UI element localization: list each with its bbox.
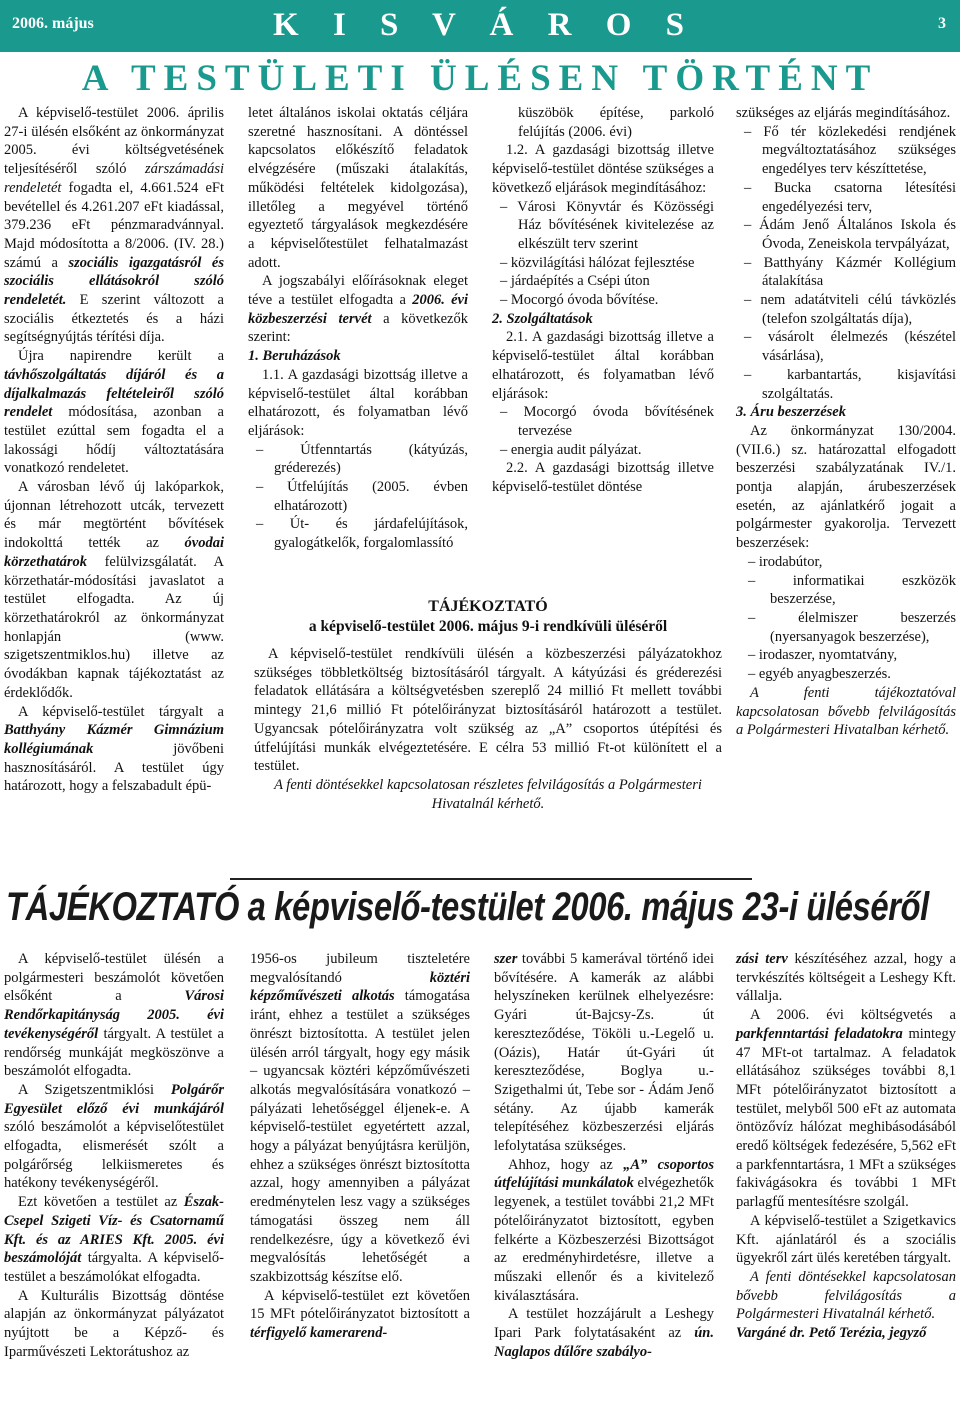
upper-column-1 (4, 104, 224, 796)
list-item: – nem adatátviteli célú távközlés (telefon szolgáltatás díja), (744, 292, 956, 327)
paragraph: A jogszabályi előírásoknak eleget téve a testület elfogadta a 2006. évi közbeszerzési tervét a következők szerint: (248, 273, 468, 346)
list-item: – Ádám Jenő Általános Iskola és Óvoda, Zeneiskola tervpályázat, (744, 217, 956, 252)
paragraph: A Szigetszentmiklósi Polgárőr Egyesület előző évi munkájáról szóló beszámolót a képviselőtestület elfogadta, elismerését szólt a polgárőrség lelkiismeretes és hatékony tevékenységéről. (4, 1081, 224, 1192)
section-heading: 3. Áru beszerzések (736, 404, 846, 421)
list-item: – élelmiszer beszerzés (nyersanyagok beszerzése), (748, 609, 956, 645)
list-item: – vásárolt élelmezés (készétel vásárlása), (744, 329, 956, 365)
paragraph: Az önkormányzat 130/2004. (VII.6.) sz. határozattal elfogadott beszerzési szabályzatának IV./1. pontja alapján, árubeszerzések esetén, az ajánlatkérő jogait a polgármester gyakorolja. Tervezett beszerzések: (736, 422, 956, 552)
upper-column-2 (248, 104, 468, 553)
paragraph: A képviselő-testület tárgyalt a Batthyány Kázmér Gimnázium kollégiumának jövőbeni hasznosításáról. A testület úgy határozott, hogy a felszabadult épü- (4, 703, 224, 795)
page-number: 3 (938, 15, 946, 32)
lower-column-4 (736, 950, 956, 1343)
paragraph: szer további 5 kamerával történő idei bővítésére. A kamerák az alábbi helyszíneken kerülnek elhelyezésre: Gyári út-Bajcsy-Zs. út kereszteződése, Tököli u.-Legelő u. (Oázis), Határ út-Gyári út kereszteződése, Boglya u.-Szigethalmi út, Tebe sor - Ádám Jenő sétány. Az újabb kamerák telepítéséhez közbeszerzési eljárás lefolytatása szükséges. (494, 951, 714, 1155)
list-item: – karbantartás, kisjavítási szolgáltatás. (744, 366, 956, 402)
note: A fenti döntésekkel kapcsolatosan bővebb felvilágosítás a Polgármesteri Hivatalnál kérhető. (736, 1268, 956, 1323)
newspaper-title: K I S V Á R O S (273, 7, 697, 43)
paragraph: 1.2. A gazdasági bizottság illetve képviselő-testület döntése szükséges a következő eljárások megindításához: (492, 142, 714, 196)
list-item: – járdaépítés a Csépi úton (500, 273, 650, 290)
list-item: – Útfenntartás (kátyúzás, gréderezés) (256, 441, 468, 477)
list-item: – Útfelújítás (2005. évben elhatározott) (256, 479, 468, 514)
lower-column-1 (4, 950, 224, 1361)
list-item: – Mocorgó óvoda bővítése. (500, 292, 659, 309)
paragraph: szükséges az eljárás megindításához. (736, 105, 951, 121)
paragraph: A 2006. évi költségvetés a parkfenntartási feladatokra mintegy 47 MFt-ot tartalmaz. A feladatok ellátásához szükséges további 8,1 MFt pótelőirányzatot biztosított a testület, melyből 500 eFt az automata öntözővíz hálózat meghibásodásából eredő költségek fedezésére, 5,562 eFt a parkfenntartásra, 1 MFt a szükséges fakivágásokra és további 1 MFt parlagfű mentesítésre szolgál. (736, 1007, 956, 1211)
upper-column-3 (492, 104, 714, 497)
list-item: – Mocorgó óvoda bővítésének tervezése (500, 404, 714, 439)
paragraph: letet általános iskolai oktatás céljára szeretné hasznosítani. A döntéssel kapcsolatos előkészítő feladatok elvégzésére (műszaki átalakítás, működési feltételek kidolgozása), illetőleg a megyével történő egyeztető tárgyalások megkezdésére a képviselőtestület felhatalmazást adott. (248, 105, 468, 271)
info-box-title: TÁJÉKOZTATÓ (428, 598, 548, 615)
divider (230, 878, 752, 880)
list-item: – egyéb anyagbeszerzés. (748, 666, 891, 683)
list-item: – Fő tér közlekedési rendjének megváltoztatásához szükséges engedélyes terv készíttetése, (744, 123, 956, 178)
paragraph: Újra napirendre került a távhőszolgáltatás díjáról és a díjalkalmazás feltételeiről szóló rendelet módosítása, azonban a testület ezúttal sem fogadta el a lakossági hődíj változtatására vonatkozó rendeletet. (4, 348, 224, 477)
list-item: – Városi Könyvtár és Közösségi Ház bővítésének kivitelezése az elkészült terv szerint (500, 198, 714, 252)
lower-column-2 (250, 950, 470, 1343)
paragraph: 1956-os jubileum tiszteletére megvalósítandó köztéri képzőművészeti alkotás támogatása iránt, ehhez a testület a szükséges önrészt biztosította. A testület jelen ülésén arról tárgyalt, hogy egy másik – ugyancsak köztéri képzőművészeti alkotás megvalósítására vonatkozó – pályázati lehetőséggel éljenek-e. A képviselő-testület egyetértett azzal, hogy a pályázat benyújtásra kerüljön, ehhez a szükséges önrészt biztosította azzal, hogy amennyiben a pályázat eredménytelen lesz vagy a szükséges támogatási összeg nem áll rendelkezésre, úgy a következő évi megvalósítás lehetőségét a szakbizottság készítse elő. (250, 951, 470, 1285)
paragraph: 2.2. A gazdasági bizottság illetve képviselő-testület döntése (492, 460, 714, 496)
lower-column-3 (494, 950, 714, 1361)
section-banner: A TESTÜLETI ÜLÉSEN TÖRTÉNT (81, 58, 879, 99)
info-box-text: A képviselő-testület rendkívüli ülésén a közbeszerzési pályázatokhoz szükséges többletköltség biztosításáról tárgyalt. A kátyúzási és gréderezési feladatok ellátására a költségvetésben szereplő 24 millió Ft mellett további mintegy 21,6 millió Ft pótelőirányzat biztosításáról határozott a testület. Ugyancsak pótelőirányzatra volt szükség az „A” csoportos útépítési és útfelújítási munkák elvégeztetésére. E célra 53 millió Ft-ot különített el a testület. (254, 646, 722, 775)
list-item: – Batthyány Kázmér Kollégium átalakítása (744, 254, 956, 290)
header-bar (0, 0, 960, 52)
list-item: – Út- és járdafelújítások, gyalogátkelők, forgalomlassító (256, 516, 468, 552)
paragraph: A képviselő-testület a Szigetkavics Kft. ajánlatáról és a szociális ügyekről zárt ülés keretében tárgyalt. (736, 1212, 956, 1267)
list-item: – irodabútor, (748, 553, 823, 570)
upper-column-4 (736, 104, 956, 740)
info-box-note: A fenti döntésekkel kapcsolatosan részletes felvilágosítás a Polgármesteri Hivatalnál kérhető. (274, 776, 702, 812)
paragraph: Ezt követően a testület az Észak-Csepel Szigeti Víz- és Csatornamű Kft. és az ARIES Kft. 2005. évi beszámolóját tárgyalta. A képviselő-testület a beszámolókat elfogadta. (4, 1194, 224, 1285)
paragraph: A képviselő-testület 2006. április 27-i ülésén elsőként az önkormányzat 2005. évi költségvetésének teljesítéséről szóló zárszámadási rendeletét fogadta el, 4.661.524 eFt bevétellel és 4.261.207 eFt kiadással, 379.236 eFt pénzmaradvánnyal. Majd módosította a 8/2006. (IV. 28.) számú a szociális igazgatásról és szociális ellátásokról szóló rendeletét. E szerint változott a szociális étkeztetés és a házi segítségnyújtás térítési díja. (4, 105, 224, 346)
info-box (254, 597, 722, 859)
list-item: – közvilágítási hálózat fejlesztése (500, 254, 695, 271)
paragraph: Ahhoz, hogy az „A” csoportos útfelújítási munkálatok elvégezhetők legyenek, a testület további 21,2 MFt pótelőirányzatot biztosított, egyben felkérte a Közbeszerzési Bizottságot az eredményhirdetésre, illetve a műszaki ellenőr és a kivitelező kiválasztására. (494, 1156, 714, 1304)
paragraph: zási terv készítéséhez azzal, hogy a tervkészítés költségeit a Leshegy Kft. vállalja. (736, 951, 956, 1005)
section-heading: 2. Szolgáltatások (492, 310, 593, 327)
headline: TÁJÉKOZTATÓ a képviselő-testület 2006. május 23-i üléséről (6, 885, 929, 929)
list-item: – energia audit pályázat. (500, 441, 642, 458)
paragraph: A képviselő-testület ülésén a polgármesteri beszámolót követően elsőként a Városi Rendőrkapitányság 2005. évi tevékenységéről tárgyalt. A testület a rendőrség munkáját megköszönve a beszámolót elfogadta. (4, 951, 224, 1080)
issue-date: 2006. május (12, 15, 94, 32)
list-item: – irodaszer, nyomtatvány, (748, 647, 898, 664)
section-heading: 1. Beruházások (248, 348, 341, 365)
paragraph: A Kulturális Bizottság döntése alapján az önkormányzat pályázatot nyújtott be a Képző- és Iparművészeti Lektorátushoz az (4, 1287, 224, 1360)
signature: Vargáné dr. Pető Terézia, jegyző (736, 1325, 927, 1342)
paragraph: A városban lévő új lakóparkok, újonnan létrehozott utcák, tervezett és már megtörtént bővítések indokolttá tették az óvodai körzethatárok felülvizsgálatát. A körzethatár-módosítási javaslatot a testület elfogadta. Az új körzethatárokról az önkormányzat honlapján (www. szigetszentmiklos.hu) illetve az óvodákban kapnak tájékoztatást az érdeklődők. (4, 479, 224, 701)
list-item: – informatikai eszközök beszerzése, (748, 572, 956, 608)
list-item: – Bucka csatorna létesítési engedélyezési terv, (744, 179, 956, 215)
note: A fenti tájékoztatóval kapcsolatosan bővebb felvilágosítás a Polgármesteri Hivatalban kérhető. (736, 684, 956, 739)
paragraph: A testület hozzájárult a Leshegy Ipari Park folytatásaként az ún. Naglapos dűlőre szabályo- (494, 1306, 714, 1360)
paragraph: A képviselő-testület ezt követően 15 MFt pótelőirányzatot biztosított a térfigyelő kamerarend- (250, 1287, 470, 1342)
paragraph: 2.1. A gazdasági bizottság illetve a képviselő-testület által korábban elhatározott, és folyamatban lévő eljárások: (492, 329, 714, 402)
info-box-subtitle: a képviselő-testület 2006. május 9-i rendkívüli üléséről (308, 618, 668, 635)
list-item-continued: küszöbök építése, parkoló felújítás (2006. évi) (518, 105, 714, 140)
paragraph: 1.1. A gazdasági bizottság illetve a képviselő-testület által korábban elhatározott, és folyamatban lévő eljárások: (248, 366, 468, 439)
